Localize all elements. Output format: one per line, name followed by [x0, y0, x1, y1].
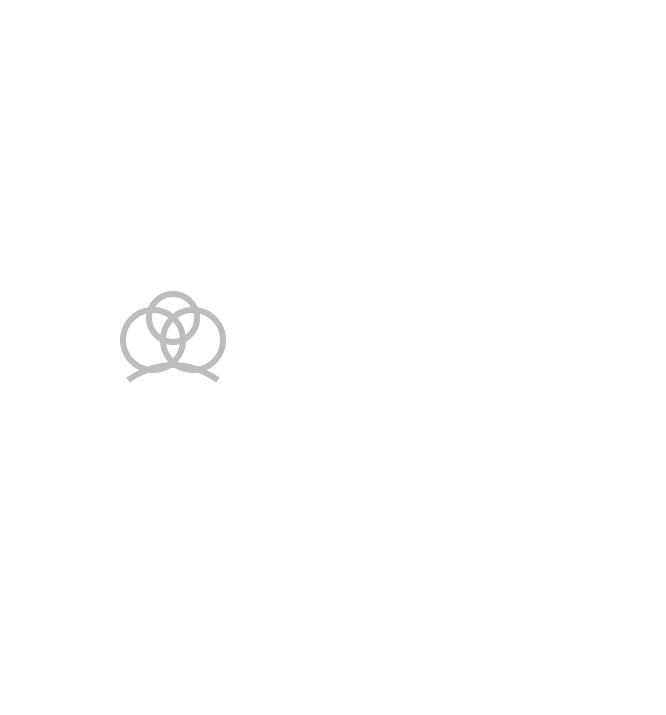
- magnolia-logo-icon: [108, 290, 238, 400]
- mdeq-watermark: [108, 290, 238, 450]
- footer-strip: [0, 700, 666, 715]
